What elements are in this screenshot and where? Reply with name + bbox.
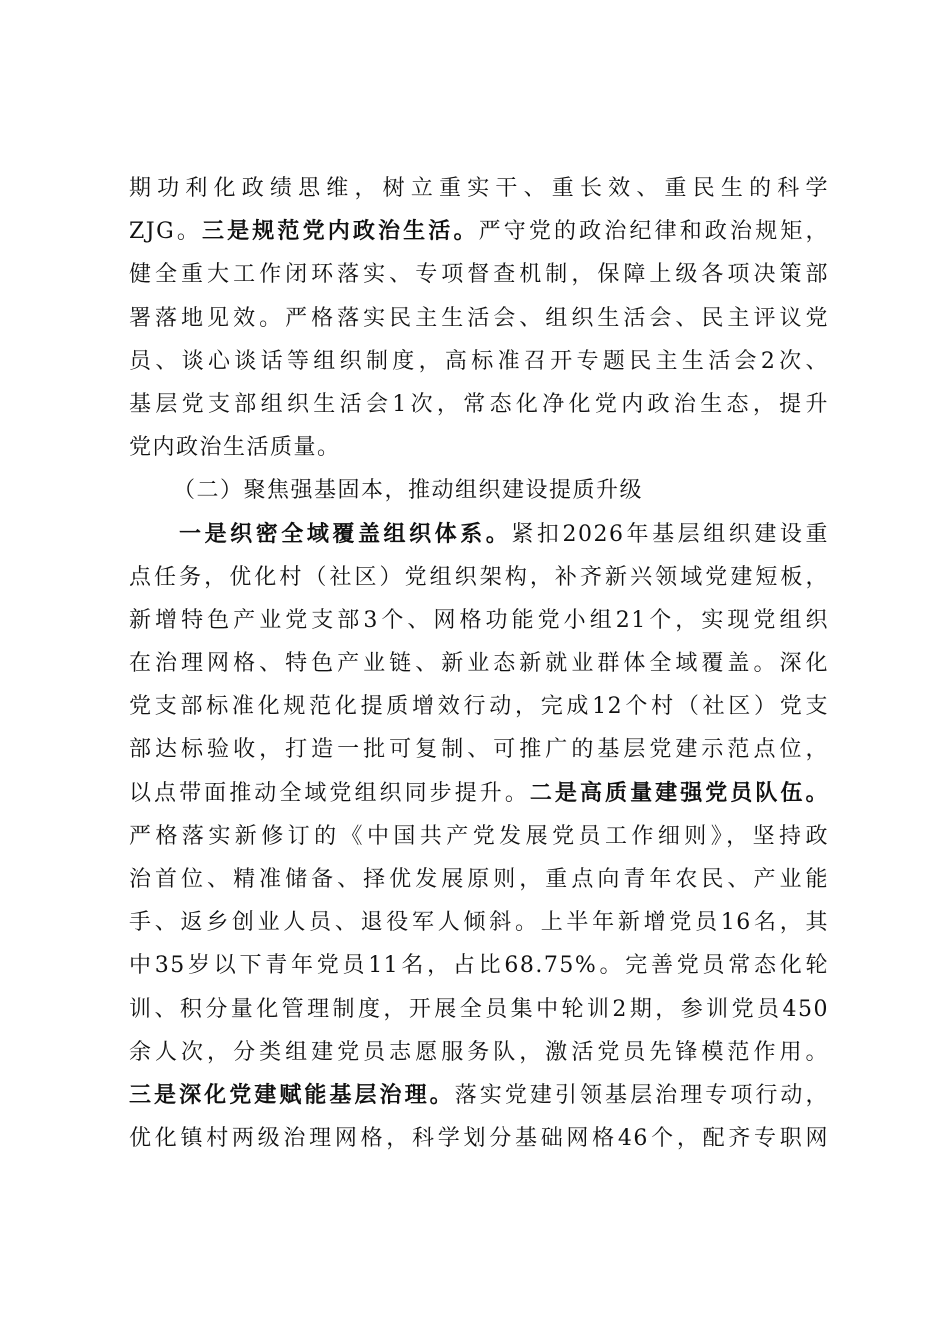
bold-heading-text: 一是织密全域覆盖组织体系。 [179, 521, 512, 547]
body-text: ZJG。 [129, 219, 202, 245]
document-body [129, 167, 829, 1160]
text-line [129, 383, 829, 426]
text-line [129, 901, 829, 944]
text-line [129, 858, 829, 901]
text-line [129, 1117, 829, 1160]
text-line [129, 772, 829, 815]
bold-heading-text: 二是高质量建强党员队伍。 [529, 780, 829, 806]
body-text: 严守党的政治纪律和政治规矩， [478, 219, 829, 245]
body-text: 员、谈心谈话等组织制度，高标准召开专题民主生活会2次、 [129, 348, 829, 374]
text-line [129, 1074, 829, 1117]
text-line [129, 944, 829, 987]
body-text: （二）聚焦强基固本，推动组织建设提质升级 [173, 478, 644, 504]
bold-heading-text: 三是深化党建赋能基层治理。 [129, 1082, 455, 1108]
text-line [129, 556, 829, 599]
body-text: 中35岁以下青年党员11名，占比68.75%。完善党员常态化轮 [129, 953, 829, 979]
body-text: 手、返乡创业人员、退役军人倾斜。上半年新增党员16名，其 [129, 910, 829, 936]
text-line [129, 815, 829, 858]
text-line [129, 297, 829, 340]
body-text: 紧扣2026年基层组织建设重 [511, 521, 829, 547]
text-line [129, 167, 829, 210]
body-text: 新增特色产业党支部3个、网格功能党小组21个，实现党组织 [129, 607, 829, 633]
text-line [129, 642, 829, 685]
text-line [129, 253, 829, 296]
text-line [129, 340, 829, 383]
body-text: 部达标验收，打造一批可复制、可推广的基层党建示范点位， [129, 737, 829, 763]
body-text: 治首位、精准储备、择优发展原则，重点向青年农民、产业能 [129, 867, 829, 892]
text-line [129, 1031, 829, 1074]
body-text: 党支部标准化规范化提质增效行动，完成12个村（社区）党支 [129, 694, 829, 720]
text-line [129, 426, 829, 469]
body-text: 训、积分量化管理制度，开展全员集中轮训2期，参训党员450 [129, 996, 829, 1022]
text-line [129, 513, 829, 556]
body-text: 落实党建引领基层治理专项行动， [454, 1082, 829, 1108]
body-text: 在治理网格、特色产业链、新业态新就业群体全域覆盖。深化 [129, 651, 829, 677]
body-text: 余人次，分类组建党员志愿服务队，激活党员先锋模范作用。 [129, 1039, 829, 1065]
body-text: 点任务，优化村（社区）党组织架构，补齐新兴领域党建短板， [129, 564, 829, 590]
body-text: 署落地见效。严格落实民主生活会、组织生活会、民主评议党 [129, 305, 829, 331]
body-text: 党内政治生活质量。 [129, 435, 341, 461]
body-text: 严格落实新修订的《中国共产党发展党员工作细则》，坚持政 [129, 823, 829, 849]
body-text: 以点带面推动全域党组织同步提升。 [129, 780, 530, 806]
text-line [129, 685, 829, 728]
text-line [129, 728, 829, 771]
text-line [129, 210, 829, 253]
text-line [129, 599, 829, 642]
text-line [129, 988, 829, 1031]
body-text: 健全重大工作闭环落实、专项督查机制，保障上级各项决策部 [129, 262, 829, 288]
body-text: 期功利化政绩思维，树立重实干、重长效、重民生的科学 [129, 176, 829, 201]
body-text: 基层党支部组织生活会1次，常态化净化党内政治生态，提升 [129, 391, 829, 417]
body-text: 优化镇村两级治理网格，科学划分基础网格46个，配齐专职网 [129, 1126, 829, 1152]
text-line [129, 469, 829, 512]
bold-heading-text: 三是规范党内政治生活。 [201, 219, 479, 245]
